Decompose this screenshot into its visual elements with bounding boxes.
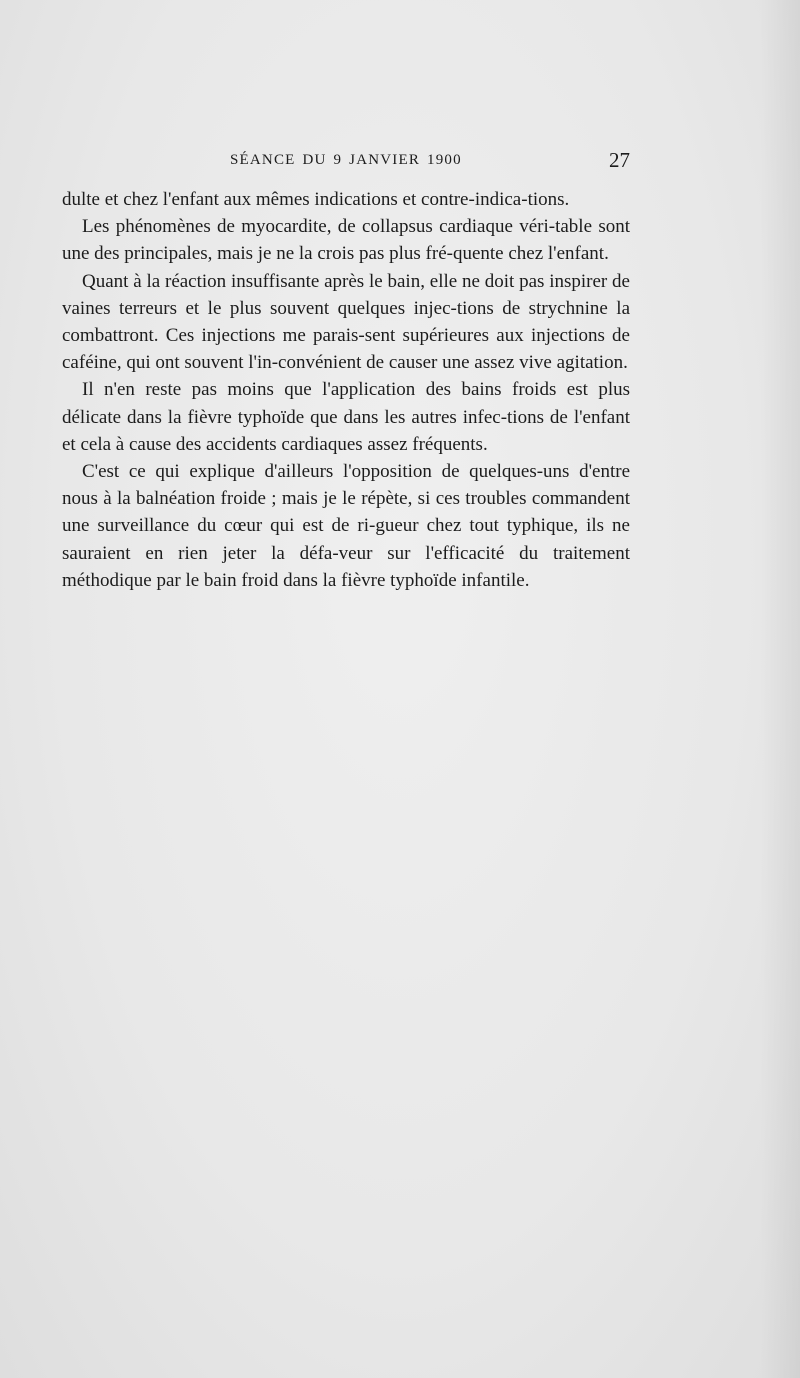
paragraph: Les phénomènes de myocardite, de collapsus cardiaque véri-table sont une des principales, mais je ne la crois pas plus fré-quente chez l'enfant. — [62, 216, 630, 265]
page-edge-shadow — [760, 0, 800, 1378]
paragraph-continuation: dulte et chez l'enfant aux mêmes indications et contre-indica-tions. — [62, 189, 570, 210]
paragraph: Quant à la réaction insuffisante après le bain, elle ne doit pas inspirer de vaines terreurs et le plus souvent quelques injec-tions de strychnine la combattront. Ces injections me parais-sent supérieures aux injections de caféine, qui ont souvent l'in-convénient de causer une assez vive agitation. — [62, 270, 630, 374]
running-header — [62, 148, 630, 178]
page-number: 27 — [609, 148, 630, 172]
paragraph: C'est ce qui explique d'ailleurs l'opposition de quelques-uns d'entre nous à la balnéation froide ; mais je le répète, si ces troubles commandent une surveillance du cœur qui est de ri-gueur chez tout typhique, ils ne sauraient en rien jeter la défa-veur sur l'efficacité du traitement méthodique par le bain froid dans la fièvre typhoïde infantile. — [62, 461, 630, 591]
paragraph: Il n'en reste pas moins que l'application des bains froids est plus délicate dans la fièvre typhoïde que dans les autres infec-tions de l'enfant et cela à cause des accidents cardiaques assez fréquents. — [62, 379, 630, 455]
running-title: SÉANCE DU 9 JANVIER 1900 — [230, 152, 462, 168]
body-text — [62, 186, 630, 594]
